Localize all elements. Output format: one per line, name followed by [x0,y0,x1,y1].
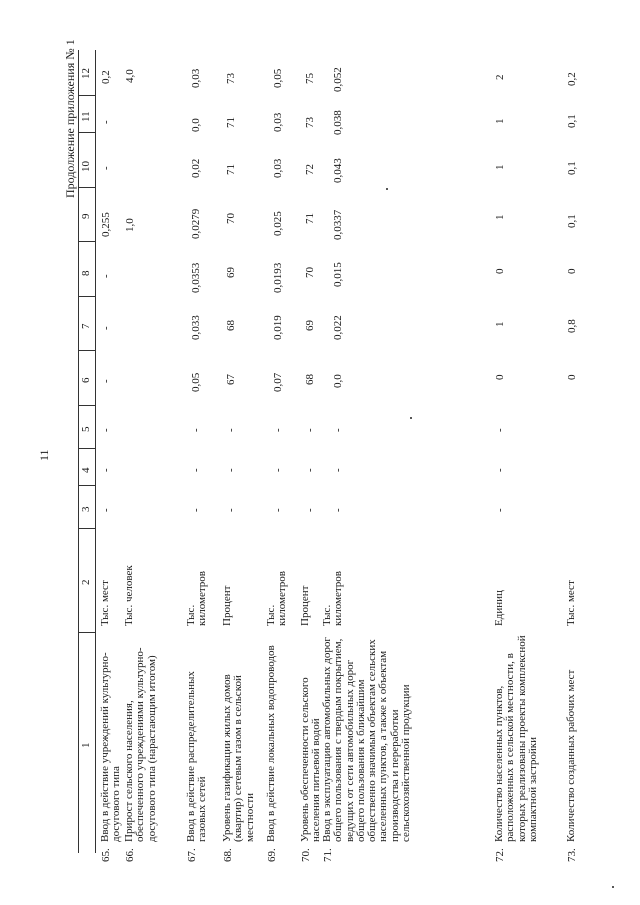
row-68-number: 68. [222,848,234,862]
row-70-v8: 70 [304,267,316,278]
row-69-number: 69. [266,848,278,862]
row-73-v6: 0 [566,374,578,380]
col-header-7: 7 [80,323,92,329]
row-69-v11: 0,03 [272,112,284,132]
row-73-v11: 0,1 [566,114,578,128]
header-divider-5-6 [78,405,95,406]
row-71-v7: 0,022 [332,315,344,340]
row-65-v12: 0,2 [100,70,112,84]
row-67-v9: 0,0279 [190,208,202,239]
row-68-v12: 73 [225,73,237,84]
row-69-v12: 0,05 [272,68,284,88]
row-68-v9: 70 [225,213,237,224]
row-66-name: Прирост сельского населения, обеспеченного учреждениями культурно-досугового типа (нарастающим итогом) [123,647,158,842]
row-72-name: Количество населенных пунктов, расположенных в сельской местности, в которых реализованы проекты комплексной компактной застройки [493,635,539,842]
row-65-v7: - [100,326,112,330]
row-71-v6: 0,0 [332,374,344,388]
row-65-v4: - [100,468,112,472]
row-71-v8: 0,015 [332,262,344,287]
row-68-v10: 71 [225,164,237,175]
header-divider-2-3 [78,528,95,529]
row-68-v5: - [225,428,237,432]
row-70-v9: 71 [304,213,316,224]
row-72-unit: Единиц [493,590,505,626]
table-rule-header-bottom [95,50,96,853]
row-70-unit: Процент [299,585,311,626]
row-66-v9: 1,0 [124,218,136,232]
row-70-v12: 75 [304,73,316,84]
row-67-v11: 0,0 [190,118,202,132]
row-69-v10: 0,03 [272,158,284,178]
row-69-v4: - [272,468,284,472]
row-72-v3: - [494,508,506,512]
row-70-number: 70. [300,848,312,862]
col-header-11: 11 [80,111,92,122]
row-73-name: Количество созданных рабочих мест [565,669,577,842]
scan-speck [612,886,614,888]
row-71-v9: 0,0337 [332,209,344,240]
row-73-v9: 0,1 [566,214,578,228]
row-72-v5: - [494,428,506,432]
row-71-v12: 0,052 [332,67,344,92]
col-header-1: 1 [80,742,92,748]
row-70-v6: 68 [304,374,316,385]
row-73-v12: 0,2 [566,72,578,86]
scan-speck [386,188,388,190]
row-65-v3: - [100,508,112,512]
row-69-v8: 0,0193 [272,262,284,293]
row-68-v6: 67 [225,374,237,385]
header-divider-3-4 [78,485,95,486]
row-69-unit: Тыс. километров [265,571,289,626]
row-72-v8: 0 [494,268,506,274]
row-71-v10: 0,043 [332,158,344,183]
row-68-name: Уровень газификации жилых домов (квартир) сетевым газом в сельской местности [221,674,256,842]
row-68-unit: Процент [221,585,233,626]
row-71-name: Ввод в эксплуатацию автомобильных дорог общего пользования с твердым покрытием, ведущих от сети автомобильных дорог общего пользования к ближайшим общественно значимым объектам сельских населенных пунктов, а также к объектам производства и переработки сельскохозяйственной продукции [321,637,413,842]
continuation-note: Продолжение приложения № 1 [63,39,77,198]
row-66-v12: 4,0 [124,69,136,83]
row-72-v12: 2 [494,74,506,80]
row-67-v6: 0,05 [190,372,202,392]
row-69-name: Ввод в действие локальных водопроводов [265,645,277,842]
row-70-v3: - [304,508,316,512]
row-66-number: 66. [124,848,136,862]
row-67-v4: - [190,468,202,472]
row-72-v4: - [494,468,506,472]
row-73-v8: 0 [566,268,578,274]
col-header-5: 5 [80,426,92,432]
row-71-v3: - [332,508,344,512]
row-68-v8: 69 [225,267,237,278]
header-divider-10-11 [78,132,95,133]
row-65-v10: - [100,166,112,170]
row-71-number: 71. [322,848,334,862]
row-67-unit: Тыс. километров [185,571,209,626]
row-71-v5: - [332,428,344,432]
row-73-unit: Тыс. мест [565,580,577,626]
header-divider-1-2 [78,632,95,633]
row-65-v11: - [100,120,112,124]
col-header-10: 10 [80,161,92,172]
row-71-unit: Тыс. километров [321,571,345,626]
row-65-v8: - [100,274,112,278]
col-header-3: 3 [80,506,92,512]
row-73-v7: 0,8 [566,319,578,333]
col-header-4: 4 [80,467,92,473]
header-divider-8-9 [78,241,95,242]
row-72-v11: 1 [494,118,506,124]
row-65-v5: - [100,428,112,432]
scan-speck [410,417,412,419]
row-68-v11: 71 [225,117,237,128]
row-70-v7: 69 [304,320,316,331]
row-72-v6: 0 [494,374,506,380]
row-68-v7: 68 [225,320,237,331]
row-70-v10: 72 [304,164,316,175]
header-divider-9-10 [78,187,95,188]
row-67-name: Ввод в действие распределительных газовых сетей [185,671,209,842]
row-72-v7: 1 [494,321,506,327]
row-67-v10: 0,02 [190,158,202,178]
row-71-v4: - [332,468,344,472]
row-65-v6: - [100,379,112,383]
row-67-v8: 0,0353 [190,262,202,293]
row-69-v9: 0,025 [272,211,284,236]
header-divider-6-7 [78,350,95,351]
row-67-v5: - [190,428,202,432]
header-divider-11-12 [78,95,95,96]
row-70-v5: - [304,428,316,432]
col-header-12: 12 [80,68,92,79]
row-73-number: 73. [566,848,578,862]
col-header-2: 2 [80,579,92,585]
header-divider-7-8 [78,296,95,297]
row-65-v9: 0,255 [100,212,112,237]
page-number: 11 [37,449,51,461]
table-rule-top [78,50,79,853]
col-header-9: 9 [80,213,92,219]
row-65-unit: Тыс. мест [99,580,111,626]
row-68-v4: - [225,468,237,472]
row-69-v7: 0,019 [272,315,284,340]
row-73-v10: 0,1 [566,161,578,175]
row-72-number: 72. [494,848,506,862]
row-71-v11: 0,038 [332,110,344,135]
row-66-unit: Тыс. человек [123,565,135,626]
row-69-v5: - [272,428,284,432]
row-67-v3: - [190,508,202,512]
row-68-v3: - [225,508,237,512]
row-65-name: Ввод в действие учреждений культурно-досугового типа [99,652,123,842]
row-69-v6: 0,07 [272,372,284,392]
row-65-number: 65. [100,848,112,862]
row-69-v3: - [272,508,284,512]
header-divider-4-5 [78,448,95,449]
row-70-name: Уровень обеспеченности сельского населения питьевой водой [299,677,323,842]
row-67-number: 67. [186,848,198,862]
row-70-v11: 73 [304,117,316,128]
row-67-v7: 0,033 [190,315,202,340]
row-67-v12: 0,03 [190,68,202,88]
col-header-8: 8 [80,270,92,276]
row-72-v9: 1 [494,214,506,220]
row-72-v10: 1 [494,164,506,170]
col-header-6: 6 [80,377,92,383]
row-70-v4: - [304,468,316,472]
